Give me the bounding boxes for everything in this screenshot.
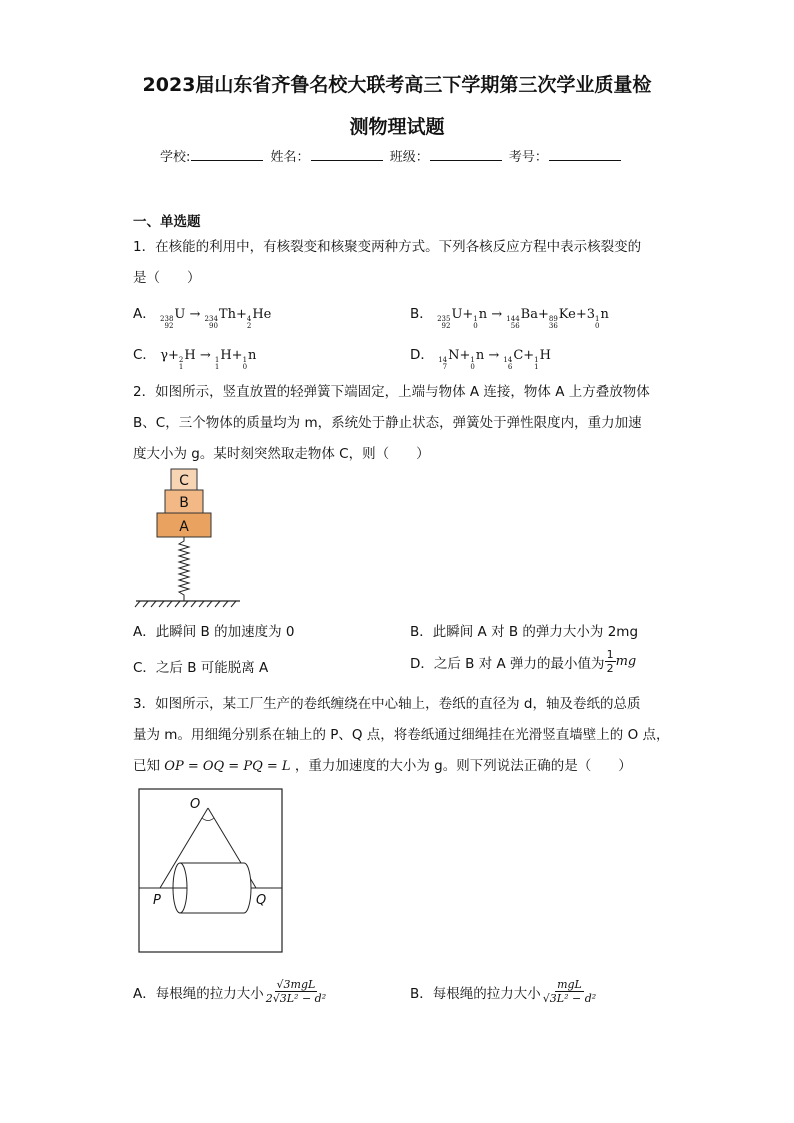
class-blank[interactable] — [430, 148, 502, 161]
q2-stem-line2: B、C，三个物体的质量均为 m，系统处于静止状态，弹簧处于弹性限度内，重力加速 — [133, 415, 642, 431]
school-blank[interactable] — [191, 148, 263, 161]
name-blank[interactable] — [311, 148, 383, 161]
q2-option-c: C．之后 B 可能脱离 A — [133, 660, 269, 676]
q2-option-d — [410, 648, 636, 675]
spring — [179, 537, 189, 601]
q2-option-b: B．此瞬间 A 对 B 的弹力大小为 2mg — [410, 624, 639, 640]
page-title-continued: 测物理试题 — [349, 116, 445, 138]
q2-option-d-numerator: 1 — [606, 648, 614, 661]
point-q-label: Q — [256, 893, 267, 908]
q1-option-b-label: B． — [410, 306, 433, 322]
q1-option-a-equation: 238 92 U → 234 90 Th+ 4 2 He — [160, 307, 272, 330]
q2-spring-figure — [130, 465, 245, 611]
number-blank[interactable] — [549, 148, 621, 161]
q3-option-b-numerator: mgL — [557, 978, 582, 991]
q2-option-a: A．此瞬间 B 的加速度为 0 — [133, 624, 295, 640]
block-c-label: C — [179, 473, 189, 489]
class-label: 班级： — [389, 150, 429, 165]
number-label: 考号： — [508, 150, 548, 165]
q1-option-d-label: D． — [410, 347, 434, 363]
q3-option-b — [410, 978, 598, 1005]
q2-option-d-unit: mg — [615, 654, 637, 669]
angle-arc — [202, 818, 214, 821]
q1-option-d — [410, 343, 551, 371]
block-a-label: A — [179, 519, 189, 535]
q2-option-d-fraction — [605, 648, 616, 675]
point-o-label: O — [190, 797, 201, 812]
q1-option-b-equation: 235 92 U+ 1 0 n → 144 56 Ba+ 89 36 Ke+3 1 0 n — [437, 307, 609, 330]
name-label: 姓名： — [270, 150, 310, 165]
q1-stem-line2: 是（ ） — [133, 270, 201, 286]
q1-option-c-label: C． — [133, 347, 156, 363]
q3-option-a — [133, 978, 328, 1005]
block-b-label: B — [179, 495, 189, 511]
point-p-label: P — [153, 893, 161, 908]
q3-option-a-numerator: √3mgL — [276, 978, 316, 991]
section-heading: 一、单选题 — [133, 214, 201, 230]
q3-paper-roll-figure — [138, 788, 284, 954]
school-label: 学校: — [160, 150, 191, 165]
q1-option-c-equation: γ+ 2 1 H → 1 1 H+ 1 0 n — [160, 348, 257, 371]
page-title: 2023届山东省齐鲁名校大联考高三下学期第三次学业质量检 — [142, 74, 652, 96]
q2-option-d-denominator: 2 — [606, 662, 614, 675]
q3-stem-line1: 3．如图所示，某工厂生产的卷纸缠绕在中心轴上，卷纸的直径为 d，轴及卷纸的总质 — [133, 696, 641, 712]
q1-option-b — [410, 302, 609, 330]
student-info-row — [160, 146, 624, 165]
q3-stem-line2: 量为 m。用细绳分别系在轴上的 P、Q 点，将卷纸通过细绳挂在光滑竖直墙壁上的 O 点， — [133, 727, 670, 743]
q1-option-d-equation: 14 7 N+ 1 0 n → 14 6 C+ 1 1 H — [438, 348, 551, 371]
q3-stem-line3-prefix: 已知 — [133, 758, 160, 774]
q3-option-b-denominator: √3L² − d² — [542, 992, 597, 1005]
q3-option-a-fraction — [264, 978, 328, 1005]
q3-stem-equation: OP = OQ = PQ = L — [164, 759, 291, 774]
q1-stem-line1: 1．在核能的利用中，有核裂变和核聚变两种方式。下列各核反应方程中表示核裂变的 — [133, 239, 642, 255]
roll-body — [180, 863, 251, 913]
q2-stem-line3: 度大小为 g。某时刻突然取走物体 C，则（ ） — [133, 446, 430, 462]
q2-option-d-text: D．之后 B 对 A 弹力的最小值为 — [410, 655, 605, 672]
q3-option-a-text: A．每根绳的拉力大小 — [133, 985, 264, 1002]
q3-stem-line3 — [133, 754, 632, 774]
q1-option-c — [133, 343, 256, 371]
q3-option-b-text: B．每根绳的拉力大小 — [410, 985, 541, 1002]
q2-stem-line1: 2．如图所示，竖直放置的轻弹簧下端固定，上端与物体 A 连接，物体 A 上方叠放物体 — [133, 384, 650, 400]
q3-option-b-fraction — [541, 978, 598, 1005]
ground-hatch — [135, 601, 236, 607]
q3-option-a-denominator: 2√3L² − d² — [265, 992, 327, 1005]
q3-stem-line3-suffix: ，重力加速度的大小为 g。则下列说法正确的是（ ） — [294, 758, 632, 774]
q1-option-a-label: A． — [133, 306, 156, 322]
q1-option-a — [133, 302, 271, 330]
